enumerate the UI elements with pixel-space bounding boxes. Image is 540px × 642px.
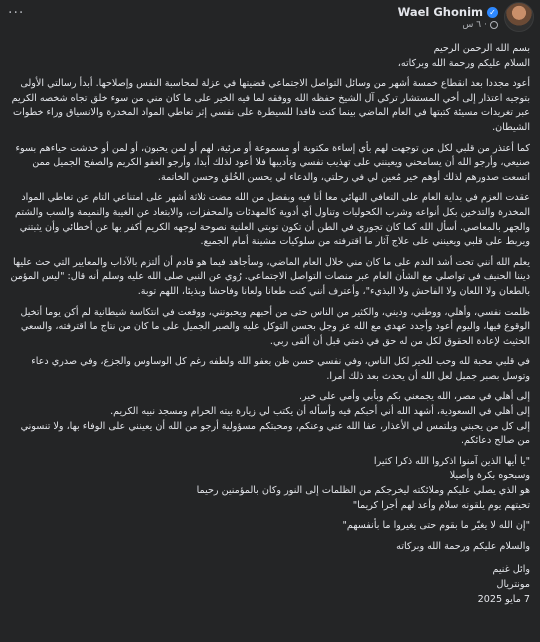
paragraph: كما أعتذر من قلبي لكل من توجهت لهم بأي إساءة مكتوبة أو مسموعة أو مرئية، لهم أو لمن يحبون، أو لمن أو خدشت حياءهم بسوء صنيعي، وأرجو الله أن يسامحني ويعينني على تهذيب نفسي وتأديبها فلا أعود لذلك أبدا، وأرجو العفو الكريم والصفح الجميل ممن اتسعت صدورهم لذلك أوهم خير مُعين لي في رحلتي، والدعاء لي بحسن الخُلق وحسن الخاتمة.: [15, 142, 530, 183]
quran-verse: "يا أيها الذين آمنوا اذكروا الله ذكرا كثيرا: [373, 455, 530, 467]
signature-name: وائل غنيم: [492, 564, 530, 576]
closing-greeting: والسلام عليكم ورحمة الله وبركاته: [396, 540, 530, 552]
more-horizontal-icon[interactable]: ···: [8, 5, 25, 21]
paragraph: إلى كل من يحبني ويلتمس لي الأعذار، عفا الله عني وعنكم، ومحبتكم مسؤولية أرجو من الله أن يعينني على الوفاء بها، ولا تنسوني من صالح دعائكم.: [20, 420, 530, 447]
post-body: [8, 42, 530, 607]
avatar[interactable]: [504, 2, 534, 32]
paragraph: في قلبي محبة لله وحب للخير لكل الناس، وفي نفسي حسن ظن بعفو الله ولطفه رغم كل الوساوس والجزع، وفي صدري دعاء وتوسل بصبر جميل لعل الله أن يحدث بعد ذلك أمرا.: [31, 356, 530, 382]
verified-badge-icon: ✓: [487, 7, 498, 18]
paragraph: ظلمت نفسي، وأهلي، ووطني، وديني، والكثير من الناس حتى من أحبهم ويحبونني، ووقعت في انتكاسة شيطانية لم أكن يوما أتخيل الوقوع فيها، واليوم أعود وأجدد عهدي مع الله عز وجل بحسن التوكل عليه والصبر الجميل على ما كان من نتاج ما اقترفته، والسعي الحثيث لإعادة الحقوق لكل من له حق في ذمتي قبل أن ألقى ربي.: [20, 306, 530, 347]
paragraph: يعلم الله أنني تحت أشد الندم على ما كان مني خلال العام الماضي، وسأجاهد فيما هو قادم أن ألتزم بالآداب والمعايير التي حث عليها ديننا الحنيف في تواصلي مع الشأن العام عبر منصات التواصل الاجتماعي. رُوي عن النبي صلى الله عليه وسلم أنه قال: "ليس المؤمن بالطعان ولا اللعان ولا الفاحش ولا البذيء"، وأعترف أنني كنت طعانا ولعانا وفاحشا وبذيئا، اللهم توبة.: [10, 256, 530, 297]
post-header: [0, 0, 540, 36]
quran-verse: هو الذي يصلي عليكم وملائكته ليخرجكم من الظلمات إلى النور وكان بالمؤمنين رحيما: [196, 485, 530, 497]
author-name[interactable]: Wael Ghonim: [397, 5, 483, 19]
quran-verse: "إن الله لا يغيّر ما بقوم حتى يغيروا ما بأنفسهم": [342, 520, 530, 532]
paragraph: إلى أهلي في السعودية، أشهد الله أني أحبكم فيه وأسأله أن يكتب لي زيارة بيته الحرام ومسجد نبيه الكريم.: [110, 406, 530, 418]
quran-verse: تحيتهم يوم يلقونه سلام وأعد لهم أجرا كريما": [352, 499, 530, 511]
greeting: السلام عليكم ورحمة الله وبركاته،: [397, 57, 530, 69]
paragraph: أعود مجددا بعد انقطاع خمسة أشهر من وسائل التواصل الاجتماعي قضيتها في عزلة لمحاسبة النفس وإصلاحها. أبدأ رسالتي الأولى بتوجيه اعتذار إلى أخي المستشار تركي آل الشيخ حفظه الله ووفقه لما فيه الخير على ما كان مني من سوء خلق تجاه شخصه الكريم عبر تغريدات مسيئة كتبتها في العام الماضي بينما كنت فاقدا للسيطرة على نفسي إثر تعاطي المواد المخدرة والانسياق وراء خطوات الشيطان.: [11, 78, 530, 133]
paragraph: إلى أهلي في مصر، الله يجمعني بكم وبأبي وأمي على خير.: [299, 391, 530, 403]
quran-verse: وسبحوه بكرة وأصيلا: [449, 470, 530, 482]
paragraph: عقدت العزم في بداية العام على التعافي النهائي معا أنا فيه وبفضل من الله مضت ثلاثة أشهر على امتناعي التام عن تعاطي المواد المخدرة والتدخين بكل أنواعه وشرب الكحوليات وتناول أي أدوية كالمهدئات والمحفزات، والابتعاد عن الغيبة والنميمة والسب والشتم والجهر بالمعاصي. أسأل الله كما كان تجوري في الطن أن تكون توبتي العلنية نصوحة لوجهه الكريم أكفر بها عن أخطائي وأن يثبتني ويربط على قلبي ويعينني على علاج آثار ما اقترفته من سلوكيات مشينة أمام الجميع.: [14, 192, 530, 248]
post-meta: ٦ س ·: [462, 20, 498, 30]
post-timestamp[interactable]: ٦ س: [462, 20, 482, 30]
signature-date: 7 مايو 2025: [477, 593, 530, 605]
signature-city: مونتريال: [496, 579, 530, 590]
author-name-row[interactable]: [398, 5, 498, 19]
basmala: بسم الله الرحمن الرحيم: [433, 43, 530, 54]
globe-icon: [490, 21, 498, 29]
